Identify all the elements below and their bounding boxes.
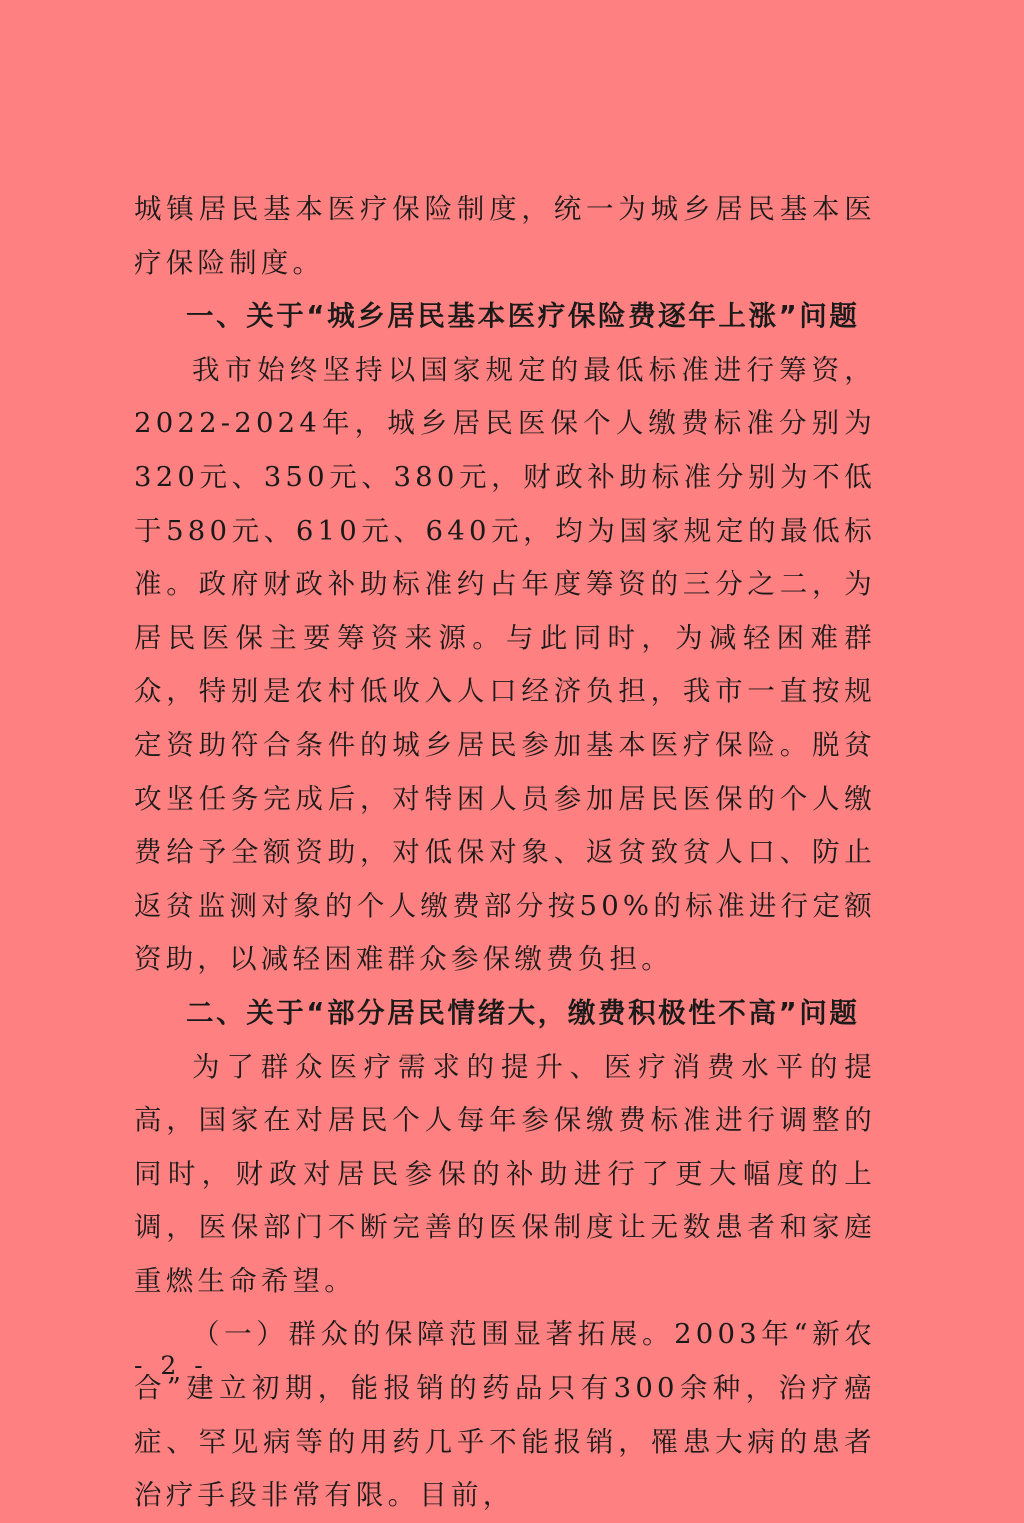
document-body	[134, 183, 876, 1523]
paragraph-intro-continuation: 城镇居民基本医疗保险制度，统一为城乡居民基本医疗保险制度。	[134, 193, 876, 279]
page-number: - 2 -	[134, 1351, 208, 1380]
paragraph-subsection-1: （一）群众的保障范围显著拓展。2003年“新农合”建立初期，能报销的药品只有300余种，治疗癌症、罕见病等的用药几乎不能报销，罹患大病的患者治疗手段非常有限。目前，	[134, 1318, 876, 1512]
paragraph-section-1: 我市始终坚持以国家规定的最低标准进行筹资，2022-2024年，城乡居民医保个人缴费标准分别为320元、350元、380元，财政补助标准分别为不低于580元、610元、640元，均为国家规定的最低标准。政府财政补助标准约占年度筹资的三分之二，为居民医保主要筹资来源。与此同时，为减轻困难群众，特别是农村低收入人口经济负担，我市一直按规定资助符合条件的城乡居民参加基本医疗保险。脱贫攻坚任务完成后，对特困人员参加居民医保的个人缴费给予全额资助，对低保对象、返贫致贫人口、防止返贫监测对象的个人缴费部分按50%的标准进行定额资助，以减轻困难群众参保缴费负担。	[134, 353, 876, 976]
paragraph-section-2: 为了群众医疗需求的提升、医疗消费水平的提高，国家在对居民个人每年参保缴费标准进行调整的同时，财政对居民参保的补助进行了更大幅度的上调，医保部门不断完善的医保制度让无数患者和家庭重燃生命希望。	[134, 1050, 876, 1297]
section-1-heading: 一、关于“城乡居民基本医疗保险费逐年上涨”问题	[186, 300, 860, 333]
section-2-heading: 二、关于“部分居民情绪大，缴费积极性不高”问题	[186, 996, 860, 1029]
